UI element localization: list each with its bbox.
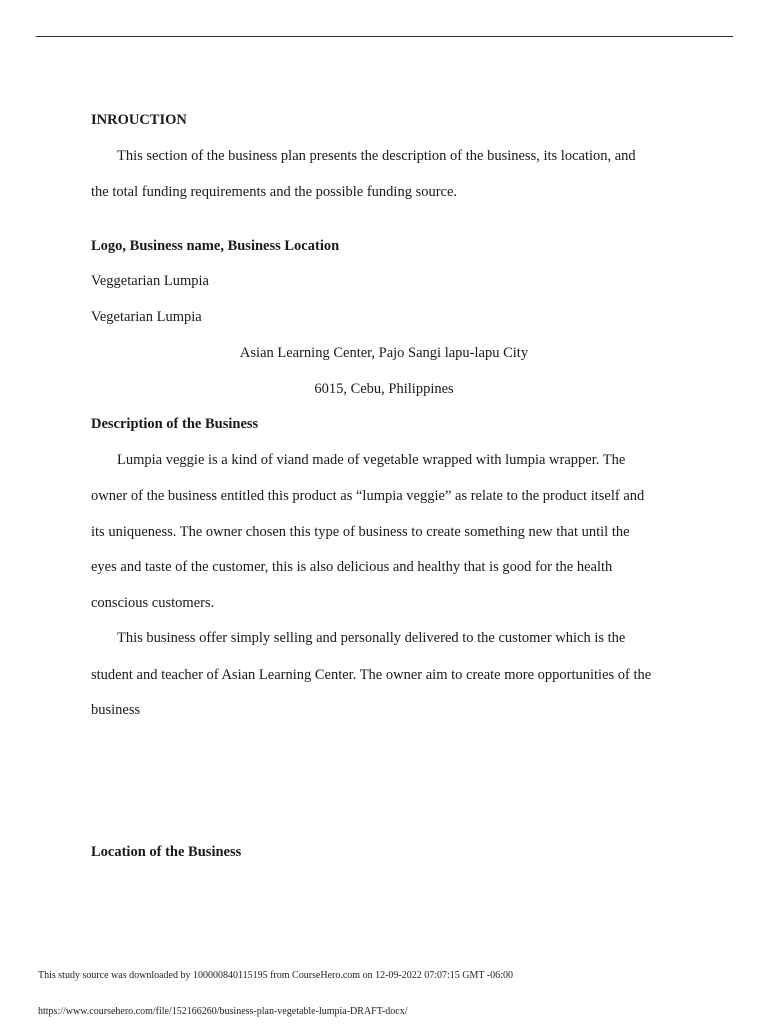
business-name: Vegetarian Lumpia: [91, 309, 202, 325]
offer-line-3: business: [91, 702, 141, 718]
offer-line-2: student and teacher of Asian Learning Center. The owner aim to create more opportunities of the: [91, 667, 652, 683]
description-line-3: its uniqueness. The owner chosen this type of business to create something new that until the: [91, 524, 630, 540]
download-note: This study source was downloaded by 100000840115195 from CourseHero.com on 12-09-2022 07:07:15 GMT -06:00: [38, 970, 513, 981]
description-line-2: owner of the business entitled this product as “lumpia veggie” as relate to the product itself and: [91, 488, 645, 504]
heading-location: Location of the Business: [91, 844, 242, 860]
heading-introduction: INROUCTION: [91, 112, 187, 128]
source-url[interactable]: https://www.coursehero.com/file/152166260/business-plan-vegetable-lumpia-DRAFT-docx/: [38, 1006, 408, 1017]
description-line-5: conscious customers.: [91, 595, 215, 611]
logo-text: Veggetarian Lumpia: [91, 273, 209, 289]
heading-logo-name-location: Logo, Business name, Business Location: [91, 238, 340, 254]
offer-line-1: This business offer simply selling and personally delivered to the customer which is the: [117, 630, 626, 646]
description-line-1: Lumpia veggie is a kind of viand made of vegetable wrapped with lumpia wrapper. The: [117, 452, 626, 468]
heading-description: Description of the Business: [91, 416, 259, 432]
address-line-2: 6015, Cebu, Philippines: [314, 381, 454, 397]
intro-line-2: the total funding requirements and the possible funding source.: [91, 184, 458, 200]
intro-line-1: This section of the business plan presents the description of the business, its location, and: [117, 148, 636, 164]
description-line-4: eyes and taste of the customer, this is also delicious and healthy that is good for the health: [91, 559, 613, 575]
address-line-1: Asian Learning Center, Pajo Sangi lapu-lapu City: [239, 345, 529, 361]
header-rule: [36, 36, 733, 37]
